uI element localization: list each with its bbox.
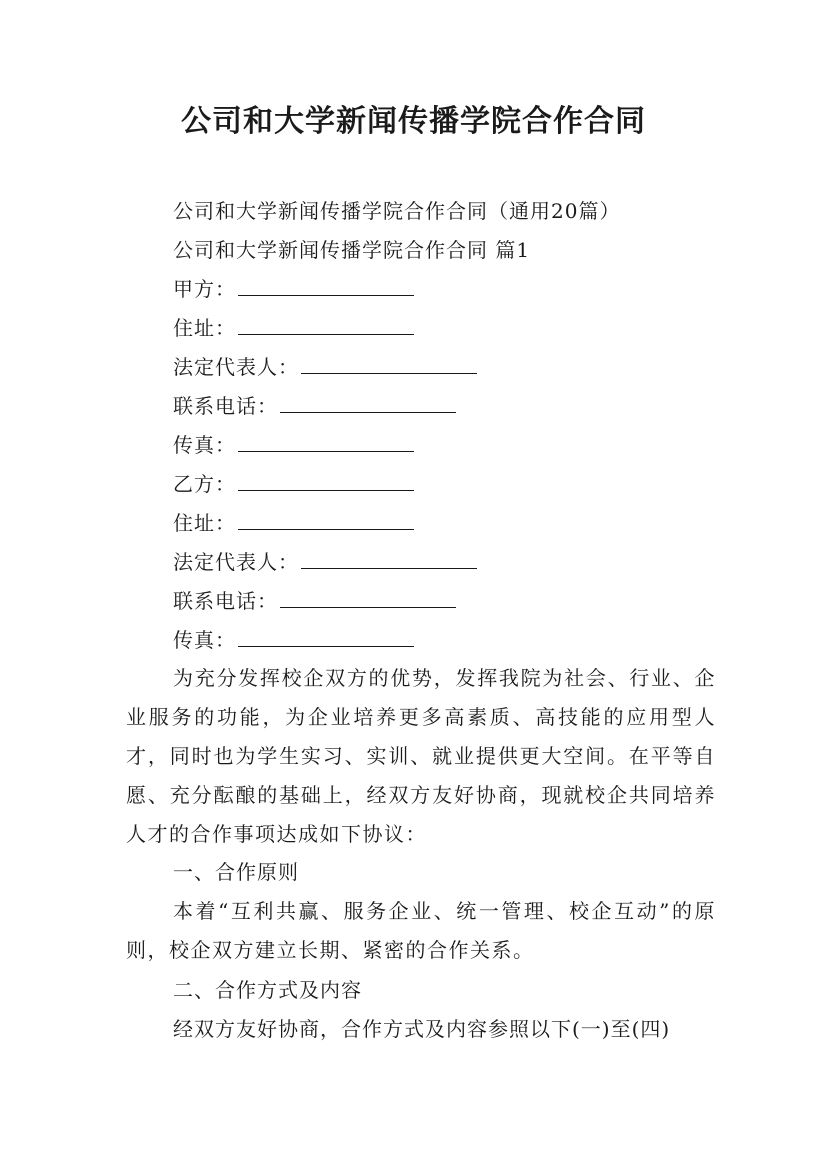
party-b-address-label: 住址： bbox=[173, 511, 236, 535]
party-a-phone-label: 联系电话： bbox=[173, 394, 278, 418]
methods-paragraph-start: 经双方友好协商，合作方式及内容参照以下(一)至(四) bbox=[173, 1017, 671, 1041]
party-a-fax-field bbox=[173, 430, 414, 460]
document-title: 公司和大学新闻传播学院合作合同 bbox=[181, 104, 646, 139]
party-a-blank bbox=[238, 275, 414, 296]
party-a-legal-rep-blank bbox=[301, 353, 477, 374]
party-b-label: 乙方： bbox=[173, 472, 236, 496]
party-a-address-blank bbox=[238, 314, 414, 335]
party-b-fax-field bbox=[173, 625, 414, 655]
party-a-legal-rep-label: 法定代表人： bbox=[173, 355, 299, 379]
party-b-legal-rep-field bbox=[173, 547, 477, 577]
party-b-phone-blank bbox=[280, 587, 456, 608]
party-b-fax-blank bbox=[238, 626, 414, 647]
party-a-address-label: 住址： bbox=[173, 316, 236, 340]
party-a-field bbox=[173, 274, 414, 304]
party-b-blank bbox=[238, 470, 414, 491]
party-a-fax-label: 传真： bbox=[173, 433, 236, 457]
party-b-address-field bbox=[173, 508, 414, 538]
party-b-field bbox=[173, 469, 414, 499]
document-subtitle: 公司和大学新闻传播学院合作合同（通用20篇） bbox=[173, 199, 621, 223]
party-b-fax-label: 传真： bbox=[173, 628, 236, 652]
party-b-legal-rep-blank bbox=[301, 548, 477, 569]
party-a-phone-blank bbox=[280, 392, 456, 413]
heading-methods: 二、合作方式及内容 bbox=[173, 978, 362, 1002]
party-b-phone-field bbox=[173, 586, 456, 616]
party-a-fax-blank bbox=[238, 431, 414, 452]
party-a-phone-field bbox=[173, 391, 456, 421]
party-b-legal-rep-label: 法定代表人： bbox=[173, 550, 299, 574]
heading-principles: 一、合作原则 bbox=[173, 860, 299, 884]
party-b-phone-label: 联系电话： bbox=[173, 589, 278, 613]
party-a-address-field bbox=[173, 313, 414, 343]
intro-paragraph: 为充分发挥校企双方的优势，发挥我院为社会、行业、企业服务的功能，为企业培养更多高素质、高技能的应用型人才，同时也为学生实习、实训、就业提供更大空间。在平等自愿、充分酝酿的基础上，经双方友好协商，现就校企共同培养人才的合作事项达成如下协议： bbox=[126, 666, 716, 846]
party-a-legal-rep-field bbox=[173, 352, 477, 382]
party-a-label: 甲方： bbox=[173, 277, 236, 301]
principles-paragraph: 本着“互利共赢、服务企业、统一管理、校企互动”的原则，校企双方建立长期、紧密的合作关系。 bbox=[126, 899, 716, 962]
section-heading: 公司和大学新闻传播学院合作合同 篇1 bbox=[173, 238, 531, 262]
party-b-address-blank bbox=[238, 509, 414, 530]
